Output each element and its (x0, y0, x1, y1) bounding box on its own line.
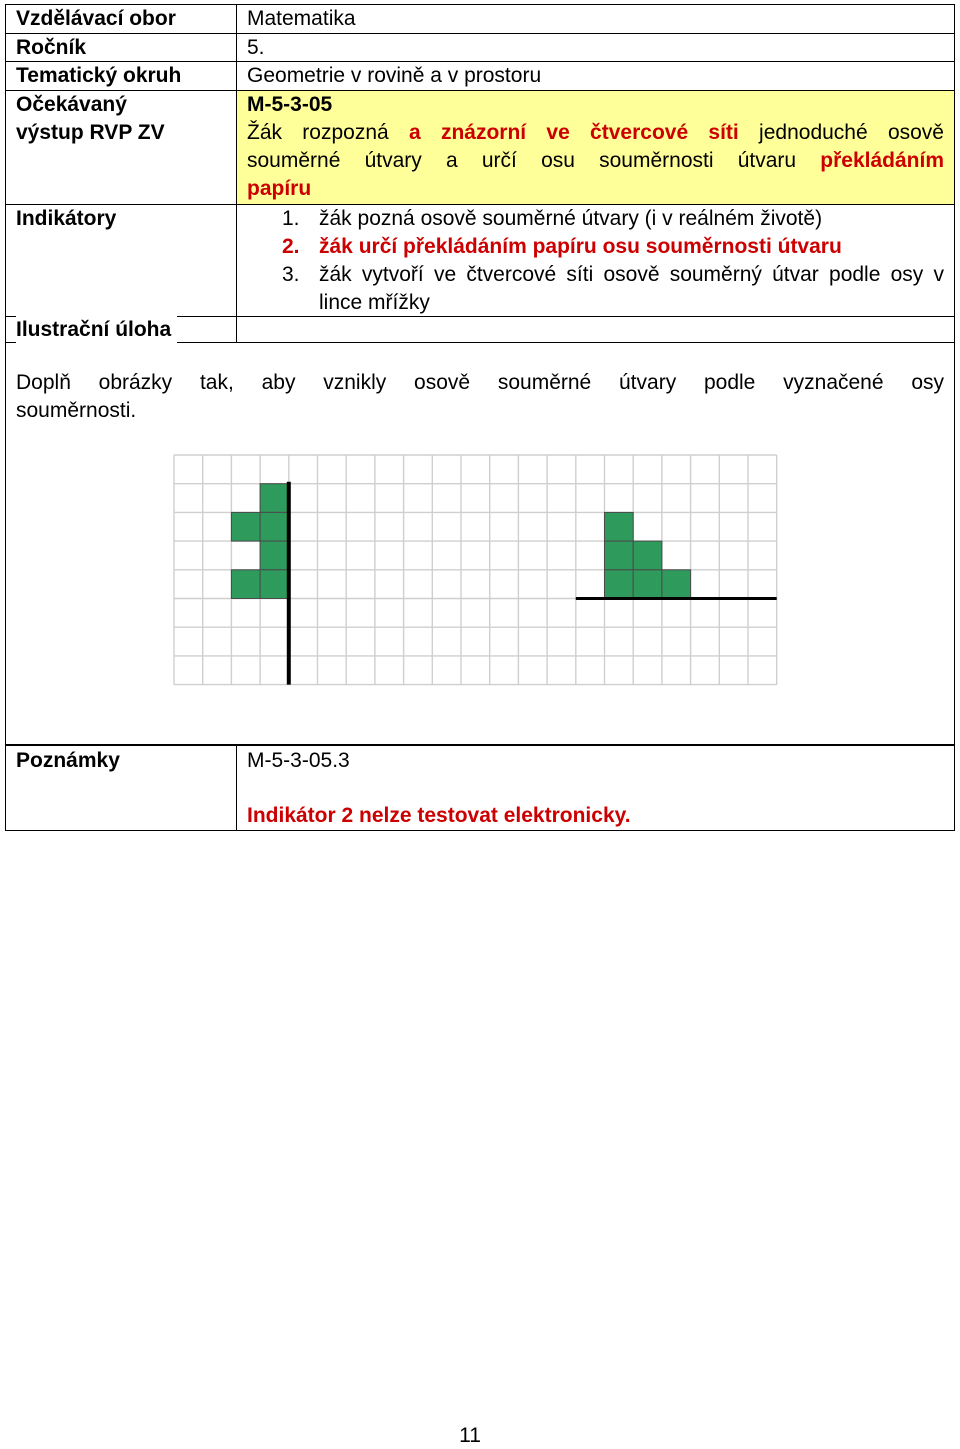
shape-cell (605, 570, 634, 599)
shape-cell (605, 512, 634, 541)
field-value: Matematika (247, 7, 356, 30)
topic-label: Tematický okruh (16, 64, 182, 87)
indicators-label: Indikátory (16, 207, 117, 230)
indicator-2-num: 2. (282, 235, 300, 258)
outcome-line3: papíru (247, 177, 312, 200)
shape-cell (260, 570, 289, 599)
task-label: Ilustrační úloha (16, 316, 177, 344)
shape-cell (605, 541, 634, 570)
indicator-1-num: 1. (282, 207, 300, 230)
row-grade (6, 34, 954, 62)
outcome-code: M-5-3-05 (247, 93, 333, 116)
grade-value: 5. (247, 36, 265, 59)
info-table (5, 4, 955, 343)
outcome-part4: překládáním (820, 149, 944, 172)
task-line1: Doplň obrázky tak, aby vznikly osově souměrné útvary podle vyznačené osy (16, 371, 944, 394)
notes-table (5, 745, 955, 831)
row-outcome (6, 91, 954, 205)
notes-label: Poznámky (16, 749, 120, 772)
task-instruction (16, 369, 944, 425)
row-field (6, 5, 954, 34)
shape-cell (633, 541, 662, 570)
field-label: Vzdělávací obor (16, 7, 176, 30)
row-topic (6, 62, 954, 91)
indicator-3 (282, 261, 944, 317)
outcome-part1: Žák rozpozná (247, 121, 409, 144)
outcome-label-line1: Očekávaný (16, 93, 127, 116)
page-number: 11 (459, 1424, 481, 1447)
shape-cell (633, 570, 662, 599)
shape-cell (260, 484, 289, 513)
indicator-3-text: žák vytvoří ve čtvercové síti osově souměrný útvar podle osy v lince mřížky (319, 263, 944, 314)
notes-column-divider (236, 746, 237, 830)
indicator-2 (282, 233, 944, 261)
outcome-line1 (247, 119, 944, 147)
outcome-line2 (247, 147, 944, 175)
outcome-part2: a znázorní ve čtvercové síti (408, 121, 739, 144)
indicator-3-num: 3. (282, 263, 300, 286)
notes-code: M-5-3-05.3 (247, 749, 350, 772)
row-task-label (6, 317, 954, 343)
shape-cell (231, 570, 260, 599)
grade-label: Ročník (16, 36, 87, 59)
row-indicators (6, 205, 954, 317)
shape-cell (260, 512, 289, 541)
shape-cell (260, 541, 289, 570)
task-line2: souměrnosti. (16, 399, 137, 422)
outcome-line2-text: souměrné útvary a určí osu souměrnosti útvaru (247, 149, 821, 172)
outcome-label-line2: výstup RVP ZV (16, 121, 165, 144)
shape-cell (662, 570, 691, 599)
topic-value: Geometrie v rovině a v prostoru (247, 64, 542, 87)
notes-remark: Indikátor 2 nelze testovat elektronicky. (247, 804, 631, 827)
indicator-2-text: žák určí překládáním papíru osu souměrnosti útvaru (319, 235, 842, 258)
symmetry-grid-figure (168, 451, 790, 691)
shape-cell (231, 512, 260, 541)
outcome-content (247, 91, 944, 203)
outcome-part3: jednoduché osově (738, 121, 944, 144)
indicator-1-text: žák pozná osově souměrné útvary (i v reálném životě) (319, 207, 823, 230)
indicator-1 (282, 205, 944, 233)
